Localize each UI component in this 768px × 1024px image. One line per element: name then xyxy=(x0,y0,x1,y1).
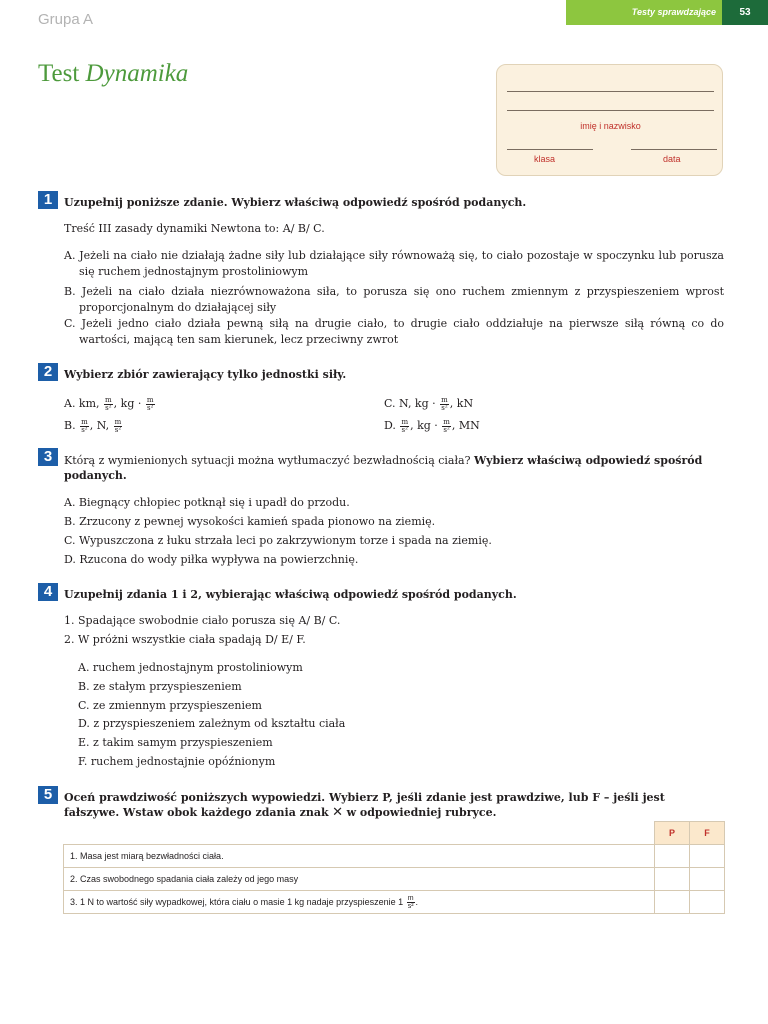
task-question: Którą z wymienionych sytuacji można wytłumaczyć bezwładnością ciała? Wybierz właściwą odpowiedź spośród podanych. xyxy=(64,454,703,482)
task-question: Uzupełnij poniższe zdanie. Wybierz właściwą odpowiedź spośród podanych. xyxy=(64,196,527,209)
task-number-badge: 5 xyxy=(38,786,58,804)
task-stem: Treść III zasady dynamiki Newtona to: A/ B/ C. xyxy=(64,222,325,235)
fraction: $\frac{m}{\text{s²}}$ xyxy=(81,417,88,434)
student-info-box xyxy=(496,64,723,176)
answer-cell-p[interactable] xyxy=(655,845,690,868)
column-header-p: P xyxy=(655,822,690,845)
task-question: Uzupełnij zdania 1 i 2, wybierając właściwą odpowiedź spośród podanych. xyxy=(64,588,517,601)
table-row xyxy=(64,868,725,891)
column-header-f: F xyxy=(690,822,725,845)
date-line[interactable] xyxy=(631,149,717,150)
statement-text: 1. Masa jest miarą bezwładności ciała. xyxy=(64,845,655,868)
fraction: $\frac{m}{\text{s²}}$ xyxy=(105,395,112,412)
answer-cell-f[interactable] xyxy=(690,845,725,868)
title-topic: Dynamika xyxy=(85,60,189,87)
answer-option[interactable]: F. ruchem jednostajnie opóźnionym xyxy=(78,755,276,768)
answer-option[interactable]: A. ruchem jednostajnym prostoliniowym xyxy=(78,661,303,674)
statement-with-fraction: 3. 1 N to wartość siły wypadkowej, która ciału o masie 1 kg nadaje przyspieszenie 1 $\frac{m}{\text{s²}}$ . xyxy=(64,891,655,914)
answer-option[interactable]: C. ze zmiennym przyspieszeniem xyxy=(78,699,262,712)
group-label: Grupa A xyxy=(38,11,94,28)
answer-option-c[interactable]: C. N, kg · $\frac{m}{\text{s²}}$ , kN xyxy=(384,395,474,412)
sentence-2: 2. W próżni wszystkie ciała spadają D/ E/ F. xyxy=(64,633,306,646)
fraction: $\frac{m}{\text{s²}}$ xyxy=(114,417,122,434)
answer-option[interactable]: C. Wypuszczona z łuku strzała leci po zakrzywionym torze i spada na ziemię. xyxy=(64,534,492,547)
answer-cell-f[interactable] xyxy=(690,891,725,914)
answer-option[interactable]: A. Biegnący chłopiec potknął się i upadł do przodu. xyxy=(64,496,350,509)
answer-option[interactable]: A. Jeżeli na ciało nie działają żadne siły lub działające siły równoważą się, to ciało pozostaje w spoczynku lub porusza się ruchem jednostajnym prostoliniowym xyxy=(64,249,724,278)
class-line[interactable] xyxy=(507,149,593,150)
task-number-badge: 3 xyxy=(38,448,58,466)
task-number-badge: 1 xyxy=(38,191,58,209)
cross-mark-icon: ✕ xyxy=(332,805,344,820)
title-prefix: Test xyxy=(38,60,80,87)
task-number-badge: 2 xyxy=(38,363,58,381)
answer-option[interactable]: B. ze stałym przyspieszeniem xyxy=(78,680,242,693)
answer-option[interactable]: B. Zrzucony z pewnej wysokości kamień spada pionowo na ziemię. xyxy=(64,515,436,528)
fraction: $\frac{m}{\text{s²}}$ xyxy=(146,395,154,412)
series-title: Testy sprawdzające xyxy=(631,7,716,17)
fraction: $\frac{m}{\text{s²}}$ xyxy=(401,417,409,434)
answer-option-a[interactable]: A. km, $\frac{m}{\text{s²}}$ , kg · $\frac{m}{\text{s²}}$ xyxy=(64,395,154,412)
task-number-badge: 4 xyxy=(38,583,58,601)
page-number: 53 xyxy=(722,0,768,25)
sentence-1: 1. Spadające swobodnie ciało porusza się A/ B/ C. xyxy=(64,614,341,627)
table-row xyxy=(64,845,725,868)
date-label: data xyxy=(663,154,681,164)
answer-option-d[interactable]: D. $\frac{m}{\text{s²}}$ , kg · $\frac{m}{\text{s²}}$ , MN xyxy=(384,417,480,434)
table-row xyxy=(64,891,725,914)
name-label: imię i nazwisko xyxy=(580,121,641,131)
task-question: Oceń prawdziwość poniższych wypowiedzi. Wybierz P, jeśli zdanie jest prawdziwe, lub F – jeśli jest fałszywe. Wstaw obok każdego zdania znak ✕ w odpowiedniej rubryce. xyxy=(64,791,665,820)
answer-cell-f[interactable] xyxy=(690,868,725,891)
statement-text: 2. Czas swobodnego spadania ciała zależy od jego masy xyxy=(64,868,655,891)
answer-option[interactable]: D. Rzucona do wody piłka wypływa na powierzchnię. xyxy=(64,553,359,566)
header-bar xyxy=(566,0,768,25)
fraction: $\frac{m}{\text{s²}}$ xyxy=(443,417,450,434)
fraction: $\frac{m}{\text{s²}}$ xyxy=(441,395,448,412)
answer-option[interactable]: D. z przyspieszeniem zależnym od kształtu ciała xyxy=(78,717,346,730)
task-question: Wybierz zbiór zawierający tylko jednostki siły. xyxy=(64,368,347,381)
true-false-table xyxy=(63,821,725,914)
answer-option-b[interactable]: B. $\frac{m}{\text{s²}}$ , N, $\frac{m}{\text{s²}}$ xyxy=(64,417,122,434)
answer-option[interactable]: E. z takim samym przyspieszeniem xyxy=(78,736,273,749)
class-label: klasa xyxy=(534,154,556,164)
blank-line[interactable] xyxy=(507,91,714,92)
answer-cell-p[interactable] xyxy=(655,868,690,891)
page-title xyxy=(38,60,188,88)
fraction: $\frac{m}{\text{s²}}$ xyxy=(407,894,414,910)
answer-cell-p[interactable] xyxy=(655,891,690,914)
answer-option[interactable]: C. Jeżeli jedno ciało działa pewną siłą na drugie ciało, to drugie ciało oddziałuje na pierwsze siłą równą co do wartości, mającą ten sam kierunek, lecz przeciwny zwrot xyxy=(64,317,724,346)
name-line[interactable] xyxy=(507,110,714,111)
answer-option[interactable]: B. Jeżeli na ciało działa niezrównoważona siła, to porusza się ono ruchem zmiennym z przyspieszeniem wprost proporcjonalnym do działającej siły xyxy=(64,285,724,314)
